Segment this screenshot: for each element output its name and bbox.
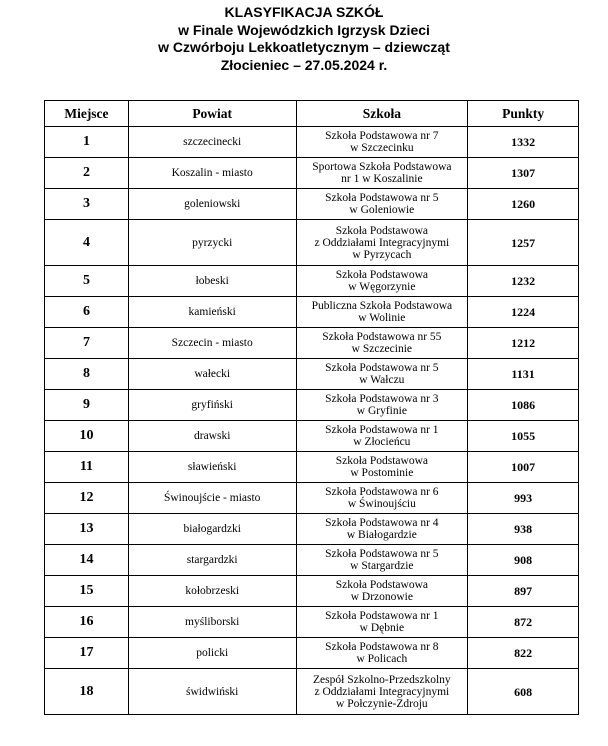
cell-school	[296, 452, 468, 483]
cell-place: 12	[45, 483, 129, 514]
table-row	[45, 297, 579, 328]
table-row	[45, 638, 579, 669]
table-row	[45, 452, 579, 483]
school-name-line: w Wałczu	[359, 374, 405, 386]
cell-place: 6	[45, 297, 129, 328]
cell-points: 608	[468, 669, 579, 715]
cell-district: pyrzycki	[128, 220, 296, 266]
table-row	[45, 545, 579, 576]
cell-district: sławieński	[128, 452, 296, 483]
cell-points: 1086	[468, 390, 579, 421]
school-name-line: Szkoła Podstawowa nr 55	[322, 331, 442, 343]
cell-school	[296, 328, 468, 359]
school-name-line: Szkoła Podstawowa nr 6	[325, 486, 439, 498]
cell-district: Koszalin - miasto	[128, 158, 296, 189]
cell-school	[296, 576, 468, 607]
ranking-table	[44, 100, 579, 715]
cell-place: 17	[45, 638, 129, 669]
cell-points: 908	[468, 545, 579, 576]
cell-school	[296, 607, 468, 638]
table-row	[45, 607, 579, 638]
cell-school	[296, 297, 468, 328]
school-name-line: Szkoła Podstawowa	[335, 224, 428, 237]
header-title: KLASYFIKACJA SZKÓŁ	[224, 4, 384, 20]
table-row	[45, 328, 579, 359]
cell-place: 13	[45, 514, 129, 545]
cell-place: 5	[45, 266, 129, 297]
table-row	[45, 390, 579, 421]
cell-points: 872	[468, 607, 579, 638]
cell-place: 14	[45, 545, 129, 576]
cell-district: kamieński	[128, 297, 296, 328]
school-name-line: w Postominie	[350, 467, 414, 479]
cell-district: stargardzki	[128, 545, 296, 576]
cell-district: łobeski	[128, 266, 296, 297]
cell-points: 1224	[468, 297, 579, 328]
school-name-line: w Stargardzie	[350, 560, 414, 572]
cell-points: 1257	[468, 220, 579, 266]
column-header-points: Punkty	[468, 101, 579, 127]
cell-points: 1131	[468, 359, 579, 390]
cell-district: szczecinecki	[128, 127, 296, 158]
school-name-line: z Oddziałami Integracyjnymi	[314, 236, 450, 249]
cell-points: 993	[468, 483, 579, 514]
table-row	[45, 220, 579, 266]
school-name-line: Szkoła Podstawowa nr 7	[325, 130, 439, 142]
school-name-line: Szkoła Podstawowa nr 1	[325, 610, 439, 622]
table-header-row	[45, 101, 579, 127]
table-row	[45, 483, 579, 514]
cell-place: 4	[45, 220, 129, 266]
cell-points: 1055	[468, 421, 579, 452]
school-name-line: Szkoła Podstawowa	[335, 269, 428, 281]
school-name-line: w Dębnie	[359, 622, 405, 634]
header-subtitle-discipline: w Czwórboju Lekkoatletycznym – dziewcząt	[158, 39, 450, 55]
header-subtitle-event: w Finale Wojewódzkich Igrzysk Dzieci	[178, 21, 430, 38]
school-name-line: w Połczynie-Zdroju	[336, 697, 428, 710]
school-name-line: w Gryfinie	[356, 405, 407, 417]
cell-points: 897	[468, 576, 579, 607]
cell-district: kołobrzeski	[128, 576, 296, 607]
school-name-line: Szkoła Podstawowa nr 5	[325, 192, 439, 204]
cell-school	[296, 421, 468, 452]
table-row	[45, 359, 579, 390]
column-header-district: Powiat	[128, 101, 296, 127]
school-name-line: w Goleniowie	[349, 204, 415, 216]
school-name-line: w Złocieńcu	[353, 436, 411, 448]
column-header-place: Miejsce	[45, 101, 129, 127]
cell-place: 10	[45, 421, 129, 452]
cell-points: 822	[468, 638, 579, 669]
cell-place: 9	[45, 390, 129, 421]
cell-school	[296, 127, 468, 158]
cell-school	[296, 483, 468, 514]
table-row	[45, 158, 579, 189]
cell-district: świdwiński	[128, 669, 296, 715]
school-name-line: Szkoła Podstawowa nr 8	[325, 641, 439, 653]
table-row	[45, 576, 579, 607]
school-name-line: w Drzonowie	[350, 591, 413, 603]
school-name-line: w Pyrzycach	[352, 248, 412, 261]
cell-district: goleniowski	[128, 189, 296, 220]
cell-place: 15	[45, 576, 129, 607]
table-row	[45, 669, 579, 715]
cell-school	[296, 514, 468, 545]
cell-district: myśliborski	[128, 607, 296, 638]
cell-place: 1	[45, 127, 129, 158]
school-name-line: w Świnoujściu	[347, 498, 416, 510]
school-name-line: Szkoła Podstawowa nr 1	[325, 424, 439, 436]
school-name-line: z Oddziałami Integracyjnymi	[314, 685, 450, 698]
school-name-line: nr 1 w Koszalinie	[341, 173, 423, 185]
school-name-line: w Szczecinie	[351, 343, 413, 355]
cell-district: wałecki	[128, 359, 296, 390]
cell-school	[296, 189, 468, 220]
cell-school	[296, 158, 468, 189]
school-name-line: Zespół Szkolno-Przedszkolny	[313, 673, 451, 686]
table-row	[45, 514, 579, 545]
table-row	[45, 189, 579, 220]
table-row	[45, 127, 579, 158]
cell-points: 1332	[468, 127, 579, 158]
document-header	[0, 4, 608, 74]
cell-school	[296, 390, 468, 421]
cell-place: 18	[45, 669, 129, 715]
school-name-line: Szkoła Podstawowa nr 3	[325, 393, 439, 405]
cell-points: 1232	[468, 266, 579, 297]
school-name-line: w Białogardzie	[346, 529, 417, 541]
school-name-line: Szkoła Podstawowa nr 5	[325, 362, 439, 374]
column-header-school: Szkoła	[296, 101, 468, 127]
school-name-line: w Policach	[356, 653, 408, 665]
cell-school	[296, 220, 468, 266]
cell-district: białogardzki	[128, 514, 296, 545]
cell-district: drawski	[128, 421, 296, 452]
school-name-line: Szkoła Podstawowa	[335, 579, 428, 591]
cell-place: 2	[45, 158, 129, 189]
cell-points: 1212	[468, 328, 579, 359]
cell-school	[296, 669, 468, 715]
cell-district: policki	[128, 638, 296, 669]
school-name-line: Szkoła Podstawowa nr 5	[325, 548, 439, 560]
cell-place: 8	[45, 359, 129, 390]
school-name-line: w Wolinie	[358, 312, 406, 324]
cell-points: 1307	[468, 158, 579, 189]
school-name-line: Szkoła Podstawowa	[335, 455, 428, 467]
cell-school	[296, 266, 468, 297]
school-name-line: w Szczecinku	[350, 142, 414, 154]
cell-place: 16	[45, 607, 129, 638]
table-row	[45, 266, 579, 297]
school-name-line: w Węgorzynie	[348, 281, 416, 293]
cell-points: 938	[468, 514, 579, 545]
cell-district: Świnoujście - miasto	[128, 483, 296, 514]
cell-school	[296, 638, 468, 669]
cell-points: 1260	[468, 189, 579, 220]
cell-place: 3	[45, 189, 129, 220]
cell-school	[296, 545, 468, 576]
cell-district: Szczecin - miasto	[128, 328, 296, 359]
school-name-line: Sportowa Szkoła Podstawowa	[312, 161, 452, 173]
cell-school	[296, 359, 468, 390]
table-row	[45, 421, 579, 452]
cell-district: gryfiński	[128, 390, 296, 421]
header-place-date: Złocieniec – 27.05.2024 r.	[220, 56, 388, 73]
cell-points: 1007	[468, 452, 579, 483]
school-name-line: Szkoła Podstawowa nr 4	[325, 517, 439, 529]
cell-place: 11	[45, 452, 129, 483]
school-name-line: Publiczna Szkoła Podstawowa	[311, 300, 453, 312]
cell-place: 7	[45, 328, 129, 359]
